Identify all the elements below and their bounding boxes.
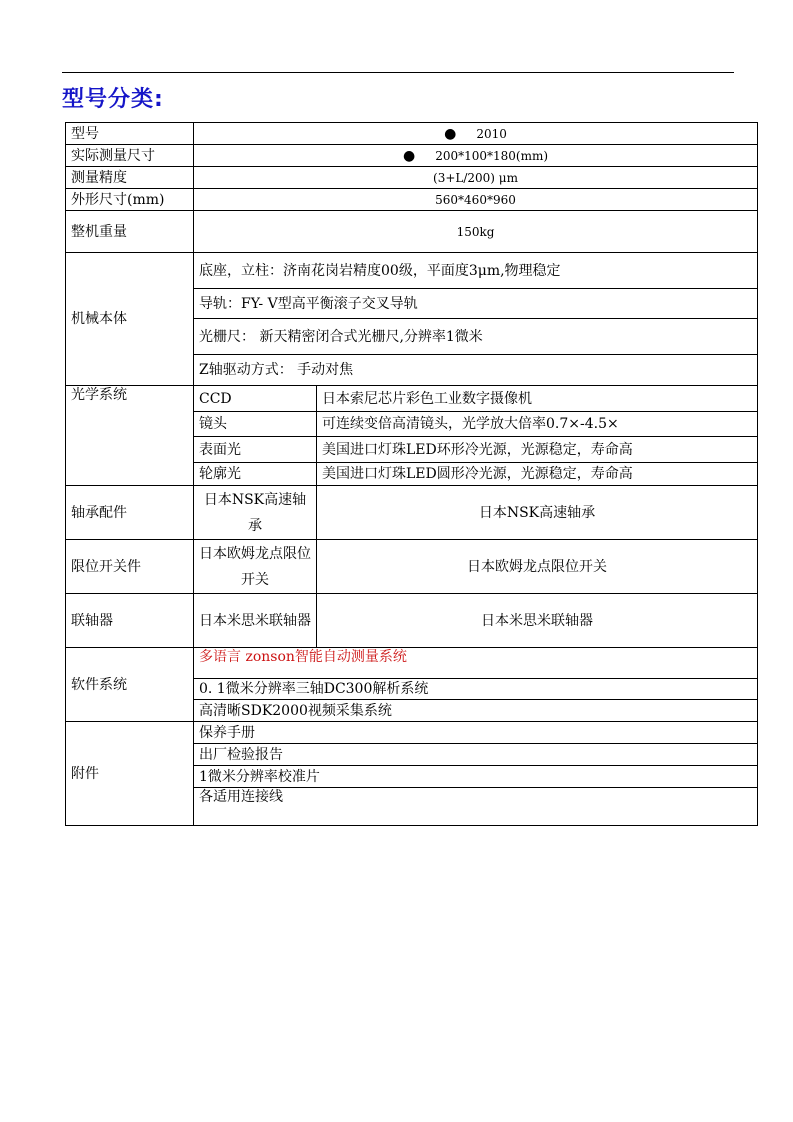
row-outer-size xyxy=(66,189,758,211)
bullet-icon: ● xyxy=(402,147,416,164)
bullet-icon: ● xyxy=(444,125,457,142)
label-coupling: 联轴器 xyxy=(66,594,194,648)
label-weight: 整机重量 xyxy=(66,211,194,253)
row-bearing xyxy=(66,486,758,540)
optical-item-name: CCD xyxy=(194,386,317,412)
label-outer-size: 外形尺寸(mm) xyxy=(66,189,194,211)
spec-table xyxy=(65,122,758,826)
label-optical: 光学系统 xyxy=(66,386,194,486)
optical-item-name: 轮廓光 xyxy=(194,463,317,486)
mechanical-item: 底座，立柱：济南花岗岩精度00级，平面度3μm,物理稳定 xyxy=(194,253,758,289)
row-accessories xyxy=(66,722,758,744)
optical-item-name: 表面光 xyxy=(194,437,317,463)
row-model xyxy=(66,123,758,145)
optical-item-value: 美国进口灯珠LED环形冷光源，光源稳定，寿命高 xyxy=(317,437,758,463)
accessory-item: 保养手册 xyxy=(194,722,758,744)
limit-switch-value: 日本欧姆龙点限位开关 xyxy=(317,540,758,594)
label-model: 型号 xyxy=(66,123,194,145)
accessory-item: 1微米分辨率校准片 xyxy=(194,766,758,788)
label-accuracy: 测量精度 xyxy=(66,167,194,189)
header-rule xyxy=(62,72,734,73)
value-measure-size: ● 200*100*180(mm) xyxy=(194,145,758,167)
optical-item-name: 镜头 xyxy=(194,412,317,437)
label-limit-switch: 限位开关件 xyxy=(66,540,194,594)
coupling-name: 日本米思米联轴器 xyxy=(194,594,317,648)
label-mechanical: 机械本体 xyxy=(66,253,194,386)
value-accuracy: (3+L/200) μm xyxy=(194,167,758,189)
software-item: 高清晰SDK2000视频采集系统 xyxy=(194,700,758,722)
mechanical-item: 导轨：FY- V型高平衡滚子交叉导轨 xyxy=(194,289,758,319)
value-model: ● 2010 xyxy=(194,123,758,145)
row-software xyxy=(66,648,758,679)
software-item: 0. 1微米分辨率三轴DC300解析系统 xyxy=(194,679,758,700)
bearing-value: 日本NSK高速轴承 xyxy=(317,486,758,540)
row-limit-switch xyxy=(66,540,758,594)
row-optical xyxy=(66,386,758,412)
optical-item-value: 美国进口灯珠LED圆形冷光源，光源稳定，寿命高 xyxy=(317,463,758,486)
label-software: 软件系统 xyxy=(66,648,194,722)
row-coupling xyxy=(66,594,758,648)
optical-item-value: 日本索尼芯片彩色工业数字摄像机 xyxy=(317,386,758,412)
optical-item-value: 可连续变倍高清镜头，光学放大倍率0.7×-4.5× xyxy=(317,412,758,437)
section-title: 型号分类: xyxy=(62,87,164,112)
row-measure-size xyxy=(66,145,758,167)
row-accuracy xyxy=(66,167,758,189)
mechanical-item: Z轴驱动方式： 手动对焦 xyxy=(194,355,758,386)
value-weight: 150kg xyxy=(194,211,758,253)
bearing-name: 日本NSK高速轴承 xyxy=(194,486,317,540)
software-item-highlight: 多语言 zonson智能自动测量系统 xyxy=(194,648,758,679)
row-mechanical xyxy=(66,253,758,289)
label-accessories: 附件 xyxy=(66,722,194,826)
value-outer-size: 560*460*960 xyxy=(194,189,758,211)
mechanical-item: 光栅尺： 新天精密闭合式光栅尺,分辨率1微米 xyxy=(194,319,758,355)
accessory-item: 出厂检验报告 xyxy=(194,744,758,766)
accessory-item: 各适用连接线 xyxy=(194,788,758,826)
limit-switch-name: 日本欧姆龙点限位开关 xyxy=(194,540,317,594)
label-bearing: 轴承配件 xyxy=(66,486,194,540)
label-measure-size: 实际测量尺寸 xyxy=(66,145,194,167)
coupling-value: 日本米思米联轴器 xyxy=(317,594,758,648)
row-weight xyxy=(66,211,758,253)
